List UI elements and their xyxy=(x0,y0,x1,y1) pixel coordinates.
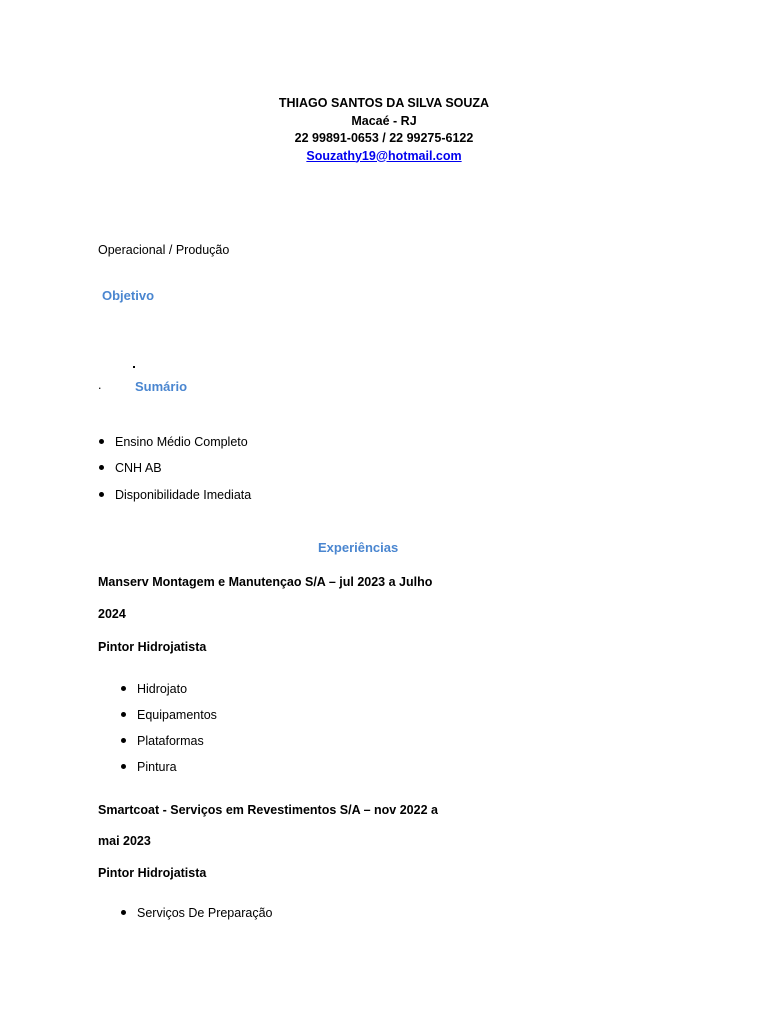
candidate-city: Macaé - RJ xyxy=(351,113,417,128)
job-period: 2024 xyxy=(98,607,126,621)
list-item: Serviços De Preparação xyxy=(121,906,272,920)
bullet-icon xyxy=(99,465,104,470)
bullet-icon xyxy=(121,712,126,717)
list-item: Equipamentos xyxy=(121,708,217,722)
bullet-icon xyxy=(121,686,126,691)
bullet-icon xyxy=(121,764,126,769)
job-company: Manserv Montagem e Manutençao S/A – jul 2023 a Julho xyxy=(98,575,433,589)
objective-heading: Objetivo xyxy=(102,288,155,303)
bullet-icon xyxy=(121,910,126,915)
candidate-name: THIAGO SANTOS DA SILVA SOUZA xyxy=(278,96,490,110)
list-item: Pintura xyxy=(121,760,177,774)
job-role: Pintor Hidrojatista xyxy=(98,640,207,654)
candidate-phones: 22 99891-0653 / 22 99275-6122 xyxy=(294,131,474,145)
bullet-icon xyxy=(99,492,104,497)
professional-area: Operacional / Produção xyxy=(98,243,230,257)
email-link[interactable]: Souzathy19@hotmail.com xyxy=(306,148,462,163)
list-item: Plataformas xyxy=(121,734,204,748)
bullet-icon xyxy=(121,738,126,743)
list-item: Hidrojato xyxy=(121,682,187,696)
list-item: CNH AB xyxy=(99,461,162,475)
resume-header xyxy=(0,95,768,165)
marker-dot xyxy=(133,366,135,368)
list-item: Disponibilidade Imediata xyxy=(99,488,251,502)
summary-heading: Sumário xyxy=(135,379,188,394)
job-period: mai 2023 xyxy=(98,834,151,848)
list-item: Ensino Médio Completo xyxy=(99,435,248,449)
bullet-icon xyxy=(99,439,104,444)
job-role: Pintor Hidrojatista xyxy=(98,866,207,880)
summary-marker: . xyxy=(98,378,102,392)
experiences-heading: Experiências xyxy=(318,540,399,555)
job-company: Smartcoat - Serviços em Revestimentos S/A – nov 2022 a xyxy=(98,803,438,817)
